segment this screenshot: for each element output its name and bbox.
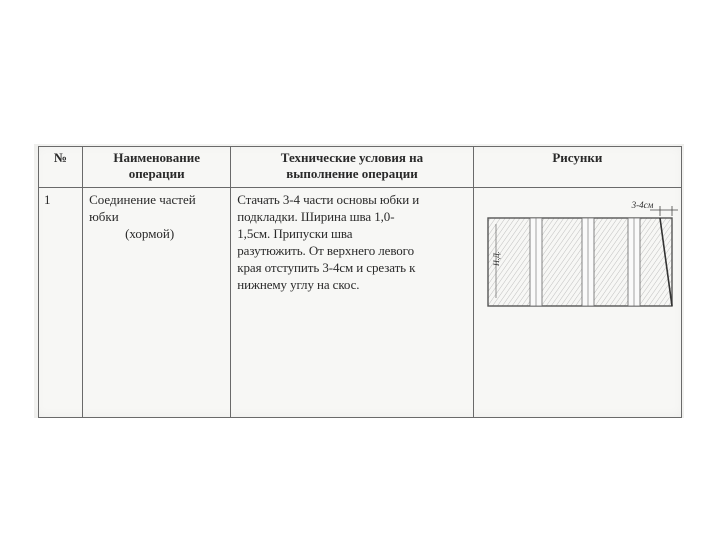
header-number: № <box>39 147 83 188</box>
dimension-label: 3-4см <box>631 200 654 210</box>
condition-line-5: края отступить 3-4см и срезать к <box>237 260 416 275</box>
row-number: 1 <box>39 188 83 418</box>
row-technical-conditions <box>231 188 473 418</box>
condition-line-4: разутюжить. От верхнего левого <box>237 243 414 258</box>
header-name-line-1: Наименование <box>113 150 200 165</box>
operation-name-line-3: (хормой) <box>125 226 175 241</box>
operation-name-line-2: юбки <box>89 209 119 224</box>
skirt-panel-outline <box>488 218 672 306</box>
header-pictures: Рисунки <box>473 147 681 188</box>
header-technical-conditions <box>231 147 473 188</box>
operation-name-line-1: Соединение частей <box>89 192 196 207</box>
skirt-seam-sketch <box>482 202 678 322</box>
table-header-row <box>39 147 682 188</box>
condition-line-2: подкладки. Ширина шва 1,0- <box>237 209 395 224</box>
condition-line-3: 1,5см. Припуски шва <box>237 226 353 241</box>
header-operation-name <box>83 147 231 188</box>
table-row <box>39 188 682 418</box>
row-picture <box>473 188 681 418</box>
operations-table <box>38 146 682 418</box>
header-name-line-2: операции <box>128 166 185 181</box>
condition-line-1: Стачать 3-4 части основы юбки и <box>237 192 420 207</box>
header-cond-line-2: выполнение операции <box>286 166 418 181</box>
side-label: Н.Д. <box>491 251 501 266</box>
header-cond-line-1: Технические условия на <box>280 150 424 165</box>
row-operation-name <box>83 188 231 418</box>
condition-line-6: нижнему углу на скос. <box>237 277 360 292</box>
